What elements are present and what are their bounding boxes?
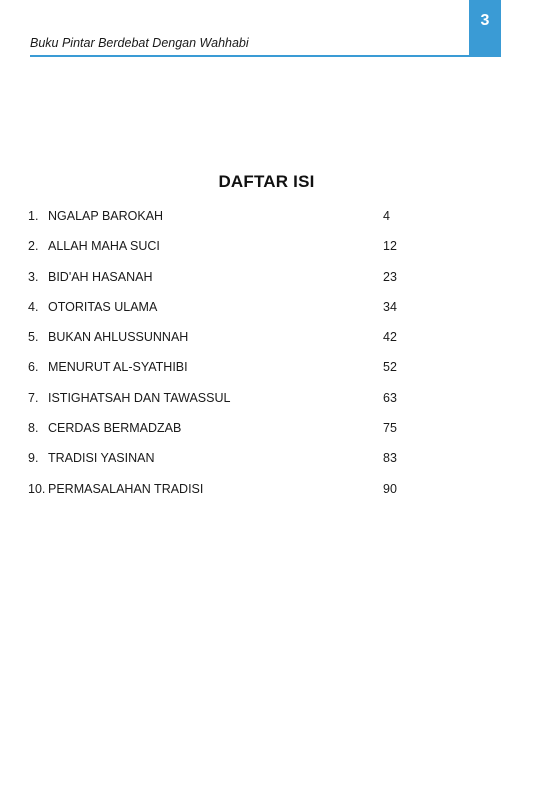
toc-entry[interactable] xyxy=(28,360,428,390)
toc-entry-title: OTORITAS ULAMA xyxy=(48,299,158,314)
toc-entry-number: 6. xyxy=(28,360,39,375)
toc-entry-title: CERDAS BERMADZAB xyxy=(48,421,182,436)
toc-entry-page: 52 xyxy=(383,360,397,375)
toc-entry[interactable] xyxy=(28,300,428,330)
toc-entry-number: 9. xyxy=(28,451,39,466)
toc-entry-page: 12 xyxy=(383,239,397,254)
toc-entry-number: 5. xyxy=(28,330,39,345)
toc-entry[interactable] xyxy=(28,209,428,239)
toc-entry[interactable] xyxy=(28,330,428,360)
page-number-tab xyxy=(469,0,501,57)
toc-entry-page: 23 xyxy=(383,269,397,284)
toc-entry[interactable] xyxy=(28,391,428,421)
page-number: 3 xyxy=(480,12,490,29)
toc-entry-page: 90 xyxy=(383,481,397,496)
toc-entry-page: 63 xyxy=(383,390,397,405)
toc-entry-number: 8. xyxy=(28,421,39,436)
toc-entry-title: MENURUT AL-SYATHIBI xyxy=(48,360,188,375)
toc-entry-title: BID'AH HASANAH xyxy=(48,269,153,284)
toc-list xyxy=(28,209,428,512)
toc-entry-number: 10. xyxy=(28,481,46,496)
toc-entry-title: TRADISI YASINAN xyxy=(48,451,155,466)
toc-entry-page: 83 xyxy=(383,451,397,466)
toc-entry[interactable] xyxy=(28,270,428,300)
toc-entry[interactable] xyxy=(28,239,428,269)
toc-entry-number: 1. xyxy=(28,209,39,223)
toc-entry-title: BUKAN AHLUSSUNNAH xyxy=(48,330,189,345)
toc-entry[interactable] xyxy=(28,482,428,512)
toc-entry[interactable] xyxy=(28,421,428,451)
toc-entry-page: 42 xyxy=(383,330,397,345)
toc-heading: DAFTAR ISI xyxy=(218,172,315,191)
toc-entry-number: 2. xyxy=(28,239,39,254)
toc-entry-page: 34 xyxy=(383,299,397,314)
toc-entry-title: ISTIGHATSAH DAN TAWASSUL xyxy=(48,390,231,405)
toc-entry-title: ALLAH MAHA SUCI xyxy=(48,239,160,254)
running-header-title: Buku Pintar Berdebat Dengan Wahhabi xyxy=(30,36,249,50)
header-rule xyxy=(30,55,470,57)
toc-entry-number: 7. xyxy=(28,390,39,405)
toc-entry[interactable] xyxy=(28,451,428,481)
toc-entry-title: PERMASALAHAN TRADISI xyxy=(48,481,204,496)
toc-entry-number: 3. xyxy=(28,269,39,284)
toc-entry-number: 4. xyxy=(28,299,39,314)
toc-entry-title: NGALAP BAROKAH xyxy=(48,209,164,223)
toc-entry-page: 4 xyxy=(383,209,390,223)
toc-entry-page: 75 xyxy=(383,421,397,436)
